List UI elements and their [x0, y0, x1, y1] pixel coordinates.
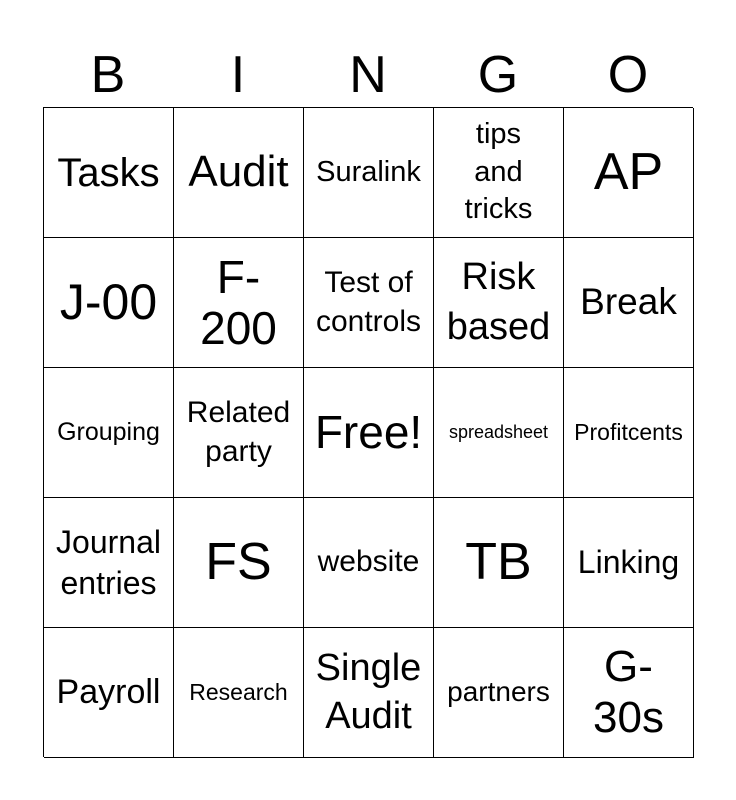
bingo-cell[interactable] — [44, 238, 174, 368]
bingo-cell-label: TB — [465, 532, 532, 591]
bingo-cell[interactable] — [44, 498, 174, 628]
bingo-cell[interactable] — [174, 498, 304, 628]
bingo-cell[interactable] — [44, 628, 174, 758]
bingo-cell[interactable] — [304, 368, 434, 498]
bingo-cell-label: F-200 — [200, 250, 277, 354]
bingo-cell[interactable] — [434, 108, 564, 238]
bingo-cell[interactable] — [304, 498, 434, 628]
bingo-cell-label: Related party — [186, 396, 291, 468]
header-letter-n: N — [349, 46, 387, 104]
bingo-cell[interactable] — [434, 498, 564, 628]
header-letter-g: G — [477, 46, 519, 104]
bingo-cell-label: J-00 — [59, 273, 158, 330]
bingo-header — [43, 44, 693, 106]
bingo-cell[interactable] — [174, 628, 304, 758]
bingo-cell-label: G-30s — [593, 641, 664, 742]
bingo-cell-label: website — [317, 545, 420, 579]
bingo-cell[interactable] — [174, 238, 304, 368]
bingo-cell[interactable] — [564, 108, 694, 238]
bingo-cell-label: FS — [205, 532, 272, 591]
bingo-cell-label: Linking — [577, 544, 680, 581]
bingo-cell-label: Break — [580, 281, 677, 323]
bingo-cell[interactable] — [564, 628, 694, 758]
bingo-cell[interactable] — [174, 108, 304, 238]
bingo-cell[interactable] — [174, 368, 304, 498]
bingo-cell[interactable] — [44, 108, 174, 238]
bingo-cell[interactable] — [304, 238, 434, 368]
bingo-cell[interactable] — [434, 628, 564, 758]
bingo-cell[interactable] — [434, 238, 564, 368]
bingo-cell[interactable] — [434, 368, 564, 498]
bingo-cell-label: tips and tricks — [464, 117, 533, 226]
bingo-cell-label: AP — [593, 142, 664, 201]
bingo-cell[interactable] — [304, 628, 434, 758]
bingo-cell-label: Free! — [314, 406, 423, 459]
bingo-cell-label: Risk based — [446, 256, 551, 348]
bingo-cell-label: Profitcents — [574, 419, 683, 446]
bingo-cell[interactable] — [44, 368, 174, 498]
bingo-cell-label: Audit — [188, 147, 289, 197]
bingo-board — [43, 107, 693, 757]
bingo-cell-label: partners — [447, 676, 550, 708]
bingo-cell-label: Grouping — [57, 418, 160, 447]
bingo-cell-label: Tasks — [57, 150, 160, 195]
bingo-cell-label: Research — [189, 679, 288, 706]
bingo-cell-label: Test of controls — [315, 266, 422, 338]
header-letter-b: B — [90, 46, 126, 104]
bingo-cell[interactable] — [564, 238, 694, 368]
bingo-cell-label: spreadsheet — [448, 422, 549, 443]
bingo-cell-label: Single Audit — [315, 647, 422, 737]
header-letter-i: I — [230, 46, 246, 104]
bingo-cell-label: Payroll — [56, 672, 161, 711]
bingo-cell[interactable] — [564, 498, 694, 628]
bingo-cell[interactable] — [304, 108, 434, 238]
header-letter-o: O — [607, 46, 649, 104]
bingo-cell-label: Journal entries — [56, 523, 161, 601]
bingo-cell[interactable] — [564, 368, 694, 498]
bingo-cell-label: Suralink — [316, 155, 421, 188]
